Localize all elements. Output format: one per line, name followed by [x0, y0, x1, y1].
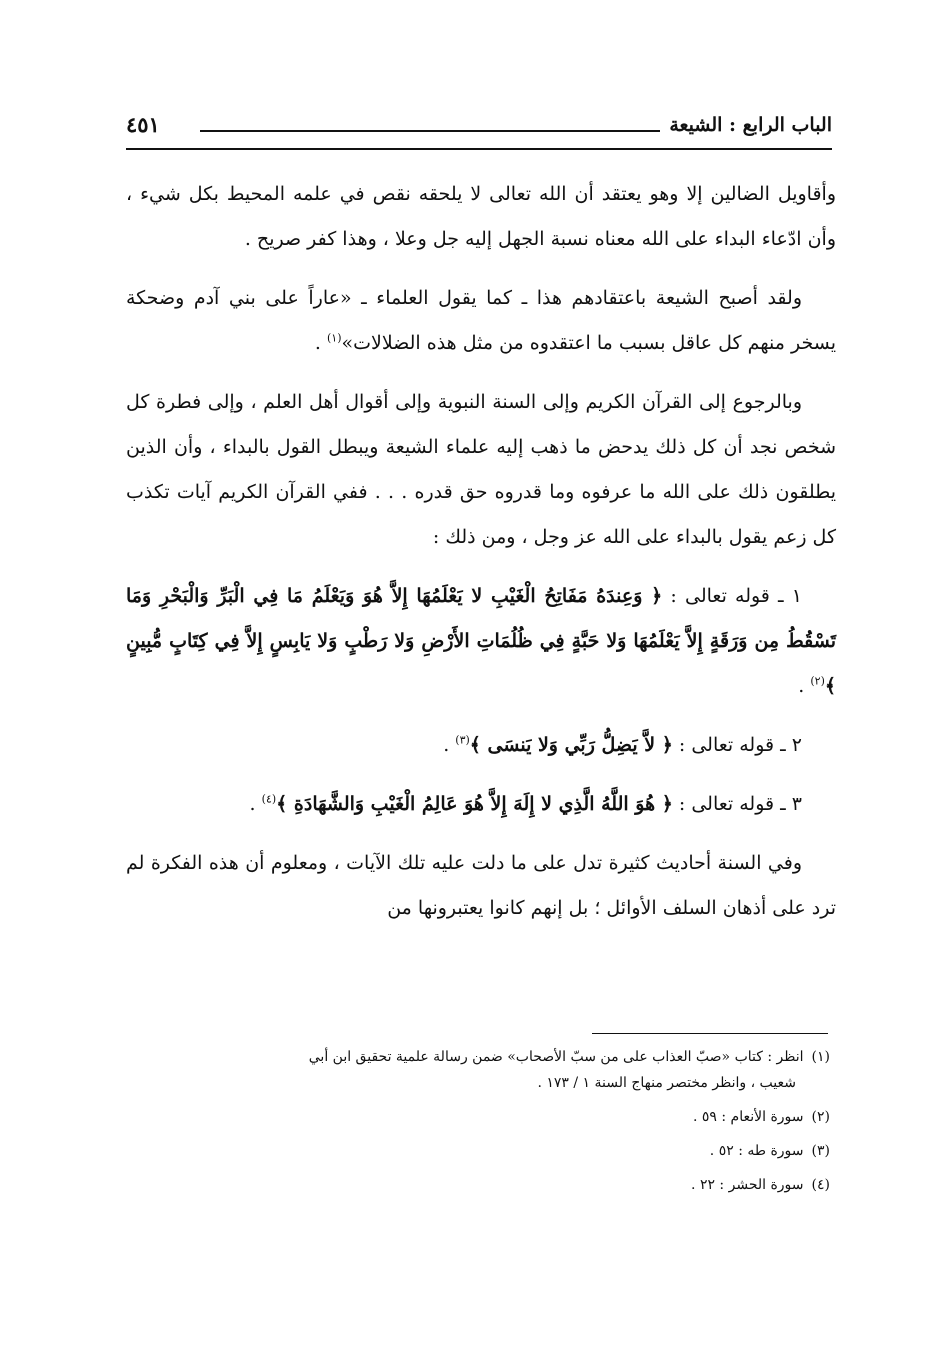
paragraph-4: وفي السنة أحاديث كثيرة تدل على ما دلت عليه تلك الآيات ، ومعلوم أن هذه الفكرة لم ترد على أذهان السلف الأوائل ؛ بل إنهم كانوا يعتبرونها من — [126, 852, 836, 919]
item-3-verse: ﴿ هُوَ اللَّهُ الَّذِي لا إِلَهَ إِلاَّ هُوَ عَالِمُ الْغَيْبِ وَالشَّهَادَةِ ﴾ — [276, 793, 673, 815]
footnote-number: (١) — [811, 1049, 830, 1065]
page-header — [126, 112, 832, 152]
footnote-3 — [126, 1138, 830, 1164]
footnote-divider — [592, 1033, 828, 1034]
footnote-number: (٤) — [811, 1177, 830, 1193]
footnote-text: سورة طه : ٥٢ . — [709, 1143, 804, 1159]
item-2-end: . — [443, 734, 456, 756]
item-1-end: . — [798, 675, 811, 697]
footnote-number: (٢) — [811, 1109, 830, 1125]
header-rule — [200, 130, 660, 132]
footnote-ref-3: (٣) — [455, 733, 470, 747]
footnote-text: انظر : كتاب «صبّ العذاب على من سبّ الأصحاب» ضمن رسالة علمية تحقيق ابن أبي — [308, 1049, 804, 1065]
item-3-lead: ٣ ـ قوله تعالى : — [672, 793, 802, 815]
footnote-number: (٣) — [811, 1143, 830, 1159]
paragraph-2-end: . — [314, 332, 327, 354]
footnote-continuation: شعيب ، وانظر مختصر منهاج السنة ١ / ١٧٣ . — [537, 1075, 796, 1091]
footnote-4 — [126, 1172, 830, 1198]
item-2-verse: ﴿ لاَّ يَضِلُّ رَبِّي وَلا يَنسَى ﴾ — [469, 734, 673, 756]
item-3-end: . — [249, 793, 262, 815]
paragraph-1: وأقاويل الضالين إلا وهو يعتقد أن الله تعالى لا يلحقه نقص في علمه المحيط بكل شيء ، وأن ادّعاء البداء على الله معناه نسبة الجهل إليه جل وعلا ، وهذا كفر صريح . — [126, 183, 836, 250]
paragraph-2 — [126, 276, 836, 366]
footnote-text: سورة الحشر : ٢٢ . — [691, 1177, 804, 1193]
footnotes — [126, 1044, 830, 1206]
list-item-3 — [126, 782, 836, 827]
main-text — [126, 172, 836, 945]
footnote-text: سورة الأنعام : ٥٩ . — [692, 1109, 804, 1125]
footnote-ref-2: (٢) — [810, 674, 825, 688]
footnote-1 — [126, 1044, 830, 1096]
footnote-2 — [126, 1104, 830, 1130]
footnote-ref-4: (٤) — [261, 792, 277, 806]
page-number: ٤٥١ — [126, 112, 160, 137]
header-divider — [126, 148, 832, 150]
chapter-title: الباب الرابع : الشيعة — [669, 114, 832, 136]
item-1-verse: ﴿ وَعِندَهُ مَفَاتِحُ الْغَيْبِ لا يَعْلَمُهَا إِلاَّ هُوَ وَيَعْلَمُ مَا فِي الْبَرِّ وَالْبَحْرِ وَمَا تَسْقُطُ مِن وَرَقَةٍ إِلاَّ يَعْلَمُهَا وَلا حَبَّةٍ فِي ظُلُمَاتِ الأَرْضِ وَلا رَطْبٍ وَلا يَابِسٍ إِلاَّ فِي كِتَابٍ مُّبِينٍ ﴾ — [126, 585, 836, 697]
list-item-2 — [126, 723, 836, 768]
paragraph-3: وبالرجوع إلى القرآن الكريم وإلى السنة النبوية وإلى أقوال أهل العلم ، وإلى فطرة كل شخص نجد أن كل ذلك يدحض ما ذهب إليه علماء الشيعة ويبطل القول بالبداء ، وأن الذين يطلقون ذلك على الله ما عرفوه وما قدروه حق قدره . . . ففي القرآن الكريم آيات تكذب كل زعم يقول بالبداء على الله عز وجل ، ومن ذلك : — [126, 391, 836, 548]
paragraph-2-text: ولقد أصبح الشيعة باعتقادهم هذا ـ كما يقول العلماء ـ «عاراً على بني آدم وضحكة يسخر منهم كل عاقل بسبب ما اعتقدوه من مثل هذه الضلالات» — [126, 287, 836, 354]
item-1-lead: ١ ـ قوله تعالى : — [662, 585, 802, 607]
list-item-1 — [126, 574, 836, 709]
footnote-ref-1: (١) — [326, 331, 342, 345]
item-2-lead: ٢ ـ قوله تعالى : — [672, 734, 802, 756]
